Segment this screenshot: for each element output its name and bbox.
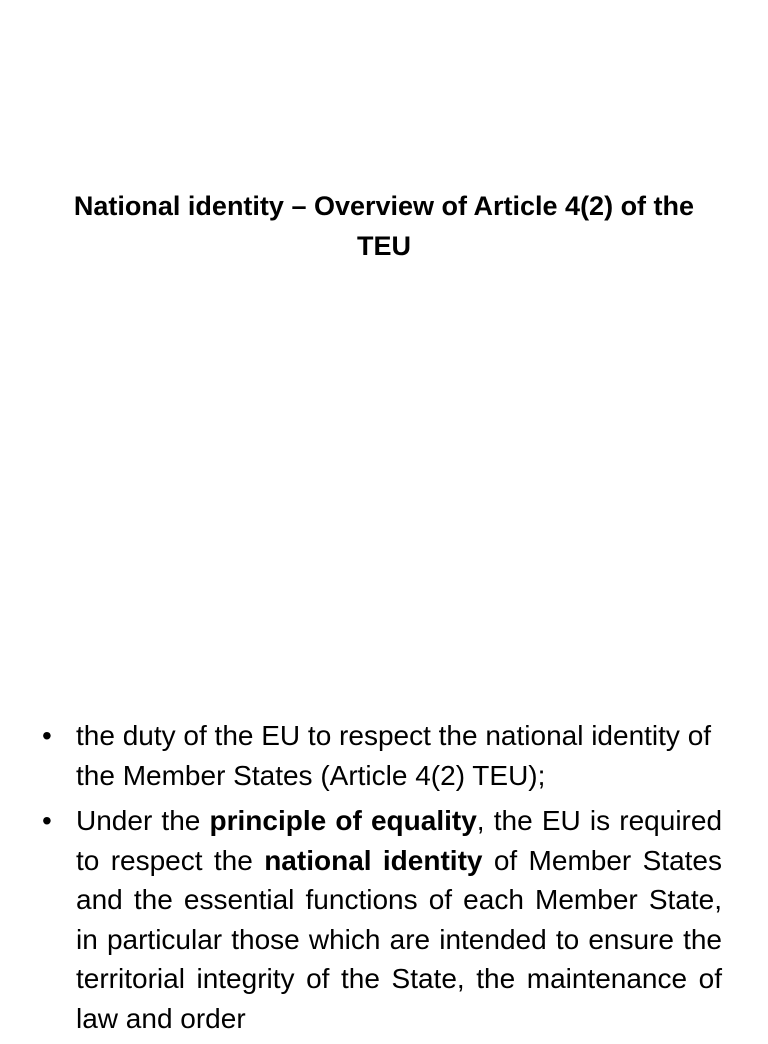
bullet-icon: • [42, 805, 52, 836]
bullet-text-part: Under the [76, 805, 210, 836]
bullet-text: the duty of the EU to respect the national identity of the Member States (Article 4(2) TEU); [76, 720, 712, 791]
bullet-text-part: of Member States and the essential functions of each Member State, in particular those which are intended to ensure the territorial integrity of the State, the maintenance of law and order [76, 844, 722, 1034]
slide-title: National identity – Overview of Article 4(2) of the TEU [73, 191, 695, 261]
bullet-text-part: , the EU is required to respect the [76, 805, 723, 876]
bullet-icon: • [42, 720, 52, 751]
bullet-list [40, 716, 722, 1044]
bold-phrase-principle-of-equality: principle of equality [209, 805, 477, 836]
bullet-item [40, 801, 722, 1038]
bullet-item [40, 716, 722, 795]
bold-phrase-national-identity: national identity [264, 844, 483, 876]
